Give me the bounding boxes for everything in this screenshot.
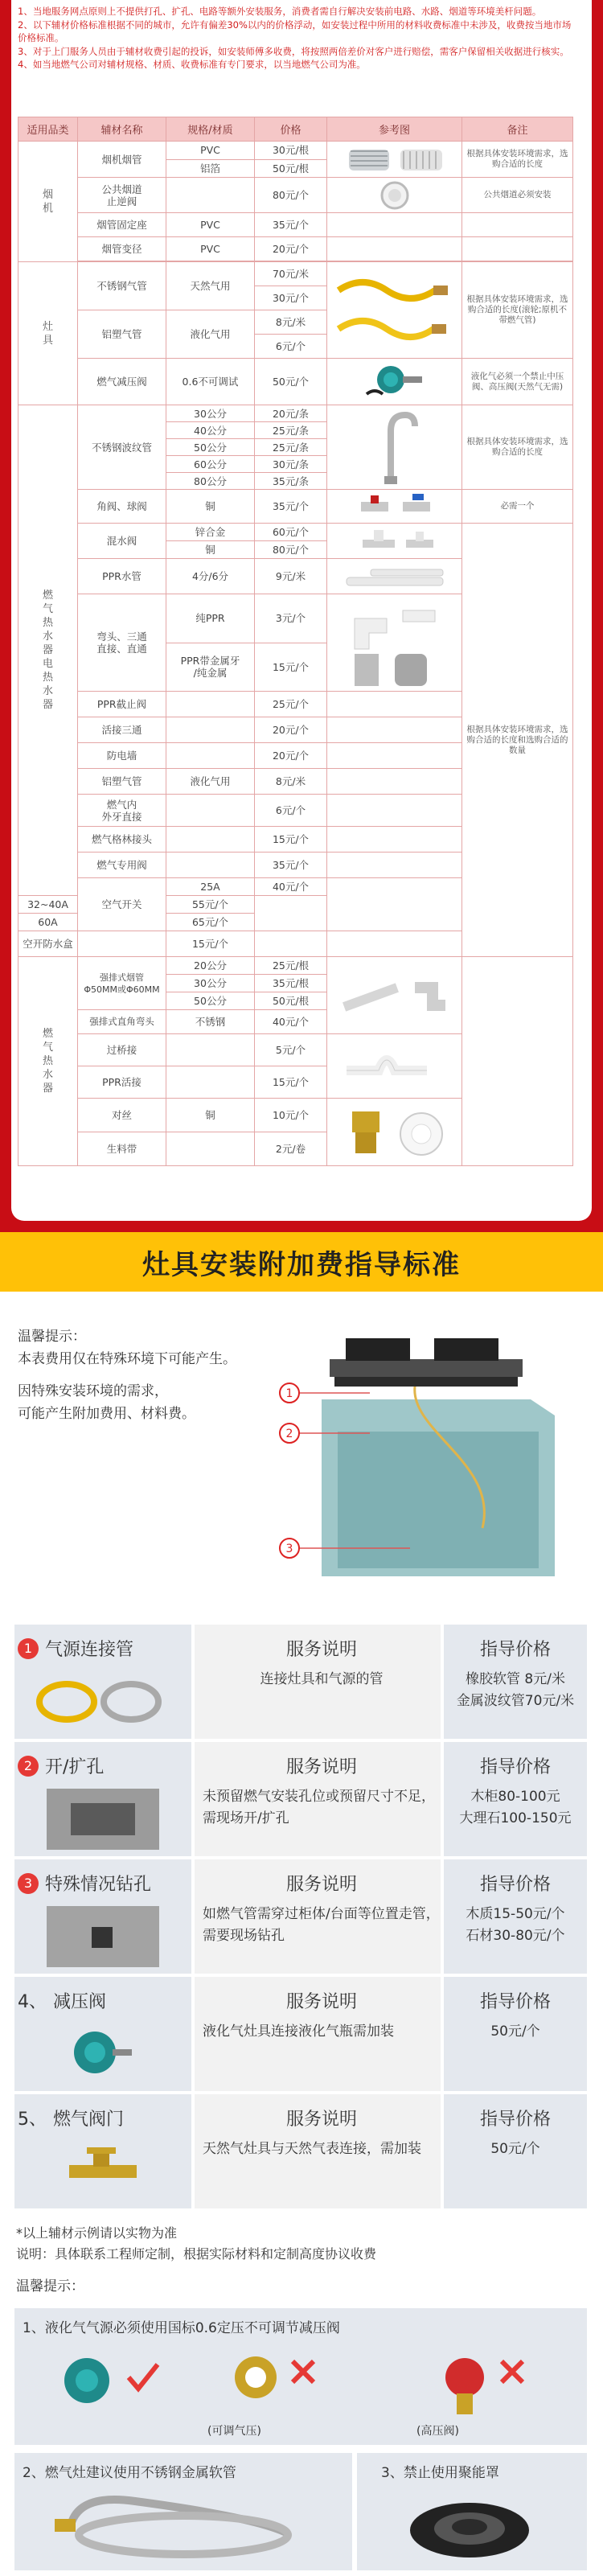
mixing-valve-image: [327, 524, 462, 559]
row-title: 减压阀: [53, 1992, 107, 2012]
tips-line-2: 因特殊安装环境的需求，: [18, 1383, 168, 1399]
item-price: 20元/条: [255, 405, 327, 422]
item-spec: 50公分: [166, 439, 255, 456]
row-title: 特殊情况钻孔: [45, 1875, 152, 1895]
item-name: 不锈钢气管: [78, 262, 166, 310]
item-price: 5元/个: [255, 1034, 327, 1066]
item-spec: 铜: [166, 1099, 255, 1132]
item-name: 空开防水盒: [18, 931, 78, 957]
fee-row: [14, 1977, 587, 2091]
item-price: 25元/个: [255, 692, 327, 717]
item-spec: [166, 827, 255, 853]
service-desc: 未预留燃气安装孔位或预留尺寸不足，需现场开/扩孔: [203, 1789, 435, 1826]
item-price: 40元/个: [255, 1010, 327, 1034]
ppr-pipe-image: [327, 559, 462, 594]
guide-price: 橡胶软管 8元/米 金属波纹管70元/米: [456, 1671, 575, 1709]
header-spec: 规格/材质: [166, 117, 255, 142]
item-spec: [166, 717, 255, 743]
item-name: 燃气内 外牙直接: [78, 795, 166, 827]
price-header: 指导价格: [479, 1992, 551, 2012]
item-price: 70元/米: [255, 262, 327, 286]
item-price: 25元/根: [255, 957, 327, 975]
item-name: 弯头、三通 直接、直通: [78, 594, 166, 692]
item-name: 燃气减压阀: [78, 359, 166, 405]
item-name: 生料带: [78, 1132, 166, 1166]
item-spec: [166, 178, 255, 213]
item-spec: PVC: [166, 142, 255, 160]
footnote-1: *以上辅材示例请以实物为准: [16, 2225, 178, 2241]
fee-row: [14, 1859, 587, 1974]
bellows-image: [327, 405, 462, 490]
item-name: 不锈钢波纹管: [78, 405, 166, 490]
service-header: 服务说明: [285, 1875, 357, 1895]
item-price: 15元/个: [255, 1066, 327, 1099]
svg-text:2: 2: [285, 1428, 293, 1440]
nipple-tape-image: [327, 1099, 462, 1166]
service-header: 服务说明: [285, 1992, 357, 2012]
item-spec: 铝箔: [166, 159, 255, 178]
item-name: 对丝: [78, 1099, 166, 1132]
item-price: 35元/个: [255, 490, 327, 524]
row-number: 3: [18, 1873, 39, 1894]
row-title: 开/扩孔: [45, 1757, 105, 1777]
item-price: 8元/米: [255, 310, 327, 335]
item-spec: 铜: [166, 541, 255, 559]
row-number: 2: [18, 1756, 39, 1777]
item-price: 6元/个: [255, 795, 327, 827]
row-number: 4、: [18, 1992, 47, 2012]
item-spec: 锌合金: [166, 524, 255, 541]
burner-tip: 3、禁止使用聚能罩: [381, 2465, 499, 2481]
item-price: 50元/根: [255, 159, 327, 178]
header-name: 辅材名称: [78, 117, 166, 142]
hose-tip: 2、燃气灶建议使用不锈钢金属软管: [23, 2465, 236, 2481]
duct-image: [327, 142, 462, 178]
item-price: 15元/个: [255, 827, 327, 853]
price-header: 指导价格: [479, 2110, 551, 2130]
item-price: 65元/个: [166, 914, 255, 931]
guide-price: 50元/个: [490, 2023, 540, 2040]
item-name: PPR水管: [78, 559, 166, 594]
guide-price: 木质15-50元/个 石材30-80元/个: [466, 1906, 565, 1944]
item-price: 35元/根: [255, 975, 327, 992]
item-spec: 0.6不可调试: [166, 359, 255, 405]
item-name: 烟机烟管: [78, 142, 166, 178]
caption-adjustable: (可调气压): [207, 2425, 261, 2438]
item-name: 强排式直角弯头: [78, 1010, 166, 1034]
service-header: 服务说明: [285, 1640, 357, 1660]
hose-icon: [31, 1673, 175, 1729]
item-name: 防电墙: [78, 743, 166, 769]
item-spec: [166, 853, 255, 878]
bridge-fitting-image: [327, 1034, 462, 1099]
material-fee-table: [18, 117, 573, 1166]
valve-image: [327, 490, 462, 524]
item-spec: 40公分: [166, 422, 255, 439]
item-name: 燃气专用阀: [78, 853, 166, 878]
item-name: 燃气格林接头: [78, 827, 166, 853]
item-price: 15元/个: [255, 643, 327, 692]
service-header: 服务说明: [285, 2110, 357, 2130]
service-desc: 如燃气管需穿过柜体/台面等位置走管，需要现场钻孔: [203, 1906, 440, 1944]
item-price: 20元/个: [255, 743, 327, 769]
item-spec: 32~40A: [18, 896, 78, 914]
item-price: 6元/个: [255, 335, 327, 359]
item-name: 活接三通: [78, 717, 166, 743]
category-label-gas: 燃 气 热 水 器: [42, 590, 53, 656]
fee-row: [14, 1625, 587, 1739]
regulator-image: [327, 359, 462, 405]
section-banner: [0, 1232, 603, 1292]
item-spec: 30公分: [166, 405, 255, 422]
svg-text:1: 1: [285, 1387, 293, 1400]
regulator-comparison: [39, 2340, 561, 2421]
remark: 必需一个: [462, 490, 573, 524]
item-spec: 不锈钢: [166, 1010, 255, 1034]
item-price: 10元/个: [255, 1099, 327, 1132]
tips: [18, 1325, 236, 1425]
hose-tip-box: [14, 2453, 352, 2570]
item-spec: [78, 931, 166, 957]
item-spec: PVC: [166, 213, 255, 237]
flue-image: [327, 957, 462, 1034]
category-electric-heater: [18, 405, 78, 896]
banner-title: 灶具安装附加费指导标准: [142, 1248, 461, 1281]
item-price: 80元/个: [255, 178, 327, 213]
guide-price: 50元/个: [490, 2141, 540, 2157]
item-price: 30元/条: [255, 456, 327, 473]
note-1: 1、当地服务网点原则上不提供打孔、扩孔、电路等额外安装服务，消费者需自行解决安装前电路、水路、烟道等环境美杆问题。: [18, 6, 542, 17]
item-price: 20元/个: [255, 237, 327, 261]
item-price: 9元/米: [255, 559, 327, 594]
guide-price: 木柜80-100元 大理石100-150元: [459, 1789, 572, 1826]
category-label-electric: 电 热 水 器: [42, 658, 53, 711]
item-spec: 60公分: [166, 456, 255, 473]
item-name: PPR截止阀: [78, 692, 166, 717]
burner-tip-box: [357, 2453, 587, 2570]
header-image: 参考图: [327, 117, 462, 142]
item-name: 强排式烟管 Φ50MM或Φ60MM: [78, 957, 166, 1010]
item-spec: 液化气用: [166, 310, 255, 359]
item-name: 烟管固定座: [78, 213, 166, 237]
category-gas-heater: 燃 气 热 水 器: [18, 957, 78, 1166]
remark: 根据具体安装环境需求，选购合适的长度和选购合适的数量: [462, 524, 573, 957]
gas-valve-icon: [63, 2144, 143, 2192]
item-spec: 液化气用: [166, 769, 255, 795]
item-price: 3元/个: [255, 594, 327, 643]
category-hood: 烟 机: [18, 142, 78, 262]
item-spec: 80公分: [166, 473, 255, 490]
item-name: 烟管变径: [78, 237, 166, 261]
item-name: 过桥接: [78, 1034, 166, 1066]
gas-hose-image: [327, 262, 462, 359]
category-stove: 灶 具: [18, 262, 78, 405]
header-price: 价格: [255, 117, 327, 142]
row-number: 1: [18, 1638, 39, 1659]
service-header: 服务说明: [285, 1757, 357, 1777]
note-4: 4、如当地燃气公司对辅材规格、材质、收费标准有专门要求，以当地燃气公司为准。: [18, 59, 366, 70]
price-header: 指导价格: [479, 1757, 551, 1777]
item-spec: 20公分: [166, 957, 255, 975]
item-spec: [166, 1132, 255, 1166]
item-price: 60元/个: [255, 524, 327, 541]
service-desc: 连接灶具和气源的管: [260, 1671, 384, 1687]
item-price: 25元/条: [255, 439, 327, 456]
item-price: 8元/米: [255, 769, 327, 795]
service-desc: 液化气灶具连接液化气瓶需加装: [203, 2023, 394, 2040]
item-spec: 50公分: [166, 992, 255, 1010]
remark: 公共烟道必须安装: [462, 178, 573, 213]
cutout-icon: [47, 1789, 159, 1850]
item-spec: 天然气用: [166, 262, 255, 310]
row-number: 5、: [18, 2110, 47, 2130]
item-price: 40元/个: [255, 878, 327, 896]
item-spec: PVC: [166, 237, 255, 261]
item-price: 35元/个: [255, 213, 327, 237]
check-valve-image: [327, 178, 462, 213]
item-spec: [166, 692, 255, 717]
item-price: 55元/个: [166, 896, 255, 914]
item-price: 35元/条: [255, 473, 327, 490]
installation-diagram: [257, 1319, 595, 1608]
item-price: 30元/根: [255, 142, 327, 160]
footnote: [16, 2223, 376, 2297]
item-spec: 铜: [166, 490, 255, 524]
price-header: 指导价格: [479, 1640, 551, 1660]
remark: 液化气必须一个禁止中压阀、高压阀(天然气无需): [462, 359, 573, 405]
regulator-tip-box: [14, 2308, 587, 2445]
tips-title: 温馨提示：: [18, 1329, 86, 1345]
energy-saving-cover-icon: [397, 2485, 542, 2566]
header-category: 适用品类: [18, 117, 78, 142]
pressure-regulator-icon: [63, 2022, 135, 2086]
fittings-image: [327, 594, 462, 692]
notes: [18, 5, 572, 72]
svg-text:3: 3: [285, 1543, 293, 1555]
service-desc: 天然气灶具与天然气表连接，需加装: [203, 2141, 421, 2157]
drill-hole-icon: [47, 1906, 159, 1967]
item-name: 公共烟道 止逆阀: [78, 178, 166, 213]
item-name: 混水阀: [78, 524, 166, 559]
item-price: 2元/卷: [255, 1132, 327, 1166]
regulator-tip: 1、液化气气源必须使用国标0.6定压不可调节减压阀: [23, 2320, 340, 2336]
item-name: 铝塑气管: [78, 310, 166, 359]
item-spec: 4分/6分: [166, 559, 255, 594]
remark: 根据具体安装环境需求，选购合适的长度(滚轮;原机不带燃气管): [462, 262, 573, 359]
item-spec: [166, 743, 255, 769]
metal-hose-icon: [47, 2485, 320, 2566]
item-spec: [166, 1066, 255, 1099]
item-price: 15元/个: [166, 931, 255, 957]
row-title: 燃气阀门: [53, 2110, 125, 2130]
remark: 根据具体安装环境需求，选购合适的长度: [462, 405, 573, 490]
bottom-title: 温馨提示：: [16, 2278, 84, 2295]
item-spec: PPR带金属牙 /纯金属: [166, 643, 255, 692]
price-header: 指导价格: [479, 1875, 551, 1895]
item-spec: 30公分: [166, 975, 255, 992]
item-spec: 纯PPR: [166, 594, 255, 643]
note-2: 2、以下辅材价格标准根据不同的城市，允许有偏差30%以内的价格浮动，如安装过程中所用的材料收费标准中未涉及，收费按当地市场价格标准。: [18, 18, 572, 43]
item-price: 50元/根: [255, 992, 327, 1010]
tips-line-1: 本表费用仅在特殊环境下可能产生。: [18, 1351, 236, 1367]
item-name: 空气开关: [78, 878, 166, 931]
remark: 根据具体安装环境需求，选购合适的长度: [462, 142, 573, 178]
header-remark: 备注: [462, 117, 573, 142]
item-price: 25元/条: [255, 422, 327, 439]
item-price: 20元/个: [255, 717, 327, 743]
tips-line-3: 可能产生附加费用、材料费。: [18, 1406, 195, 1422]
item-name: 角阀、球阀: [78, 490, 166, 524]
caption-high-pressure: (高压阀): [416, 2425, 459, 2438]
item-name: PPR活接: [78, 1066, 166, 1099]
fee-row: [14, 1742, 587, 1856]
note-3: 3、对于上门服务人员由于辅材收费引起的投诉，如安装师傅多收费，将按照两倍差价对客户进行赔偿，需客户保留相关收据进行核实。: [18, 45, 569, 57]
item-spec: [166, 1034, 255, 1066]
item-price: 80元/个: [255, 541, 327, 559]
row-title: 气源连接管: [45, 1640, 134, 1660]
fee-row: [14, 2094, 587, 2208]
item-price: 50元/个: [255, 359, 327, 405]
item-spec: [166, 795, 255, 827]
item-name: 铝塑气管: [78, 769, 166, 795]
footnote-2: 说明：具体联系工程师定制，根据实际材料和定制高度协议收费: [16, 2246, 377, 2262]
item-spec: 60A: [18, 914, 78, 931]
item-price: 35元/个: [255, 853, 327, 878]
item-spec: 25A: [166, 878, 255, 896]
item-price: 30元/个: [255, 286, 327, 310]
